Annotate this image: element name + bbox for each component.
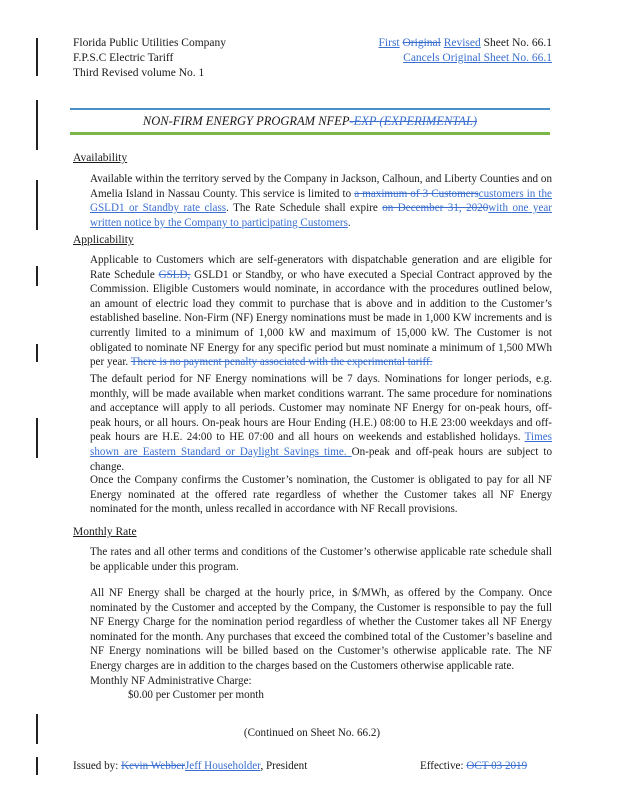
issued-by: [73, 759, 307, 774]
issued-title: , President: [260, 760, 308, 772]
change-bar: [36, 266, 38, 286]
availability-text-3: .: [347, 216, 351, 229]
sheet-inserted-first: First: [378, 37, 400, 49]
sheet-number: [379, 36, 552, 51]
title-rule-bottom: [70, 132, 550, 135]
issued-label: Issued by:: [73, 760, 122, 772]
availability-deleted-1: a maximum of 3 Customers: [354, 187, 479, 200]
continued-note: (Continued on Sheet No. 66.2): [243, 727, 381, 739]
monthly-rate-paragraph-1: The rates and all other terms and conditions of the Customer’s otherwise applicable rate schedule shall be applicable under this program.: [90, 546, 552, 573]
effective-date: [420, 759, 527, 774]
title-rule-top: [70, 108, 550, 110]
change-bar: [36, 38, 38, 76]
availability-heading: Availability: [73, 152, 128, 164]
effective-label: Effective:: [420, 760, 467, 772]
availability-deleted-2: on December 31, 2020: [382, 202, 489, 215]
availability-text-2: . The Rate Schedule shall expire: [226, 202, 383, 215]
change-bar: [36, 180, 38, 230]
applicability-deleted-1: GSLD,: [158, 268, 191, 281]
admin-charge-value: $0.00 per Customer per month: [128, 689, 264, 701]
applicability-paragraph-3: Once the Company confirms the Customer’s nomination, the Customer is obligated to pay for all NF Energy nominated at the offered rate regardless of whether the Customer takes all NF Energy nominated for the month, unless recalled in accordance with NF Recall provisions.: [90, 474, 552, 516]
title-main: NON-FIRM ENERGY PROGRAM NFEP: [142, 114, 350, 128]
applicability-paragraph-1: [90, 253, 552, 370]
issued-deleted-name: Kevin Webber: [121, 760, 185, 772]
tariff-volume: Third Revised volume No. 1: [73, 67, 205, 79]
change-bar: [36, 418, 38, 458]
page-title: [70, 114, 550, 129]
change-bar: [36, 757, 38, 775]
admin-charge-label: Monthly NF Administrative Charge:: [90, 675, 252, 687]
applicability-text-3: The default period for NF Energy nominations will be 7 days. Nominations for longer periods, e.g. monthly, will be made available when market conditions warrant. The same procedure for nominations and acceptance will apply to all periods. Customer may nominate NF Energy for on-peak hours, off-peak hours, or all hours. On-peak hours are Hour Ending (H.E.) 08:00 to H.E 23:00 weekdays and off-peak hours are H.E. 24:00 to HE 07:00 and all hours on weekends and established holidays.: [90, 373, 552, 444]
header-right: [379, 36, 552, 66]
sheet-deleted-original: Original: [402, 37, 441, 49]
title-deleted: -EXP (EXPERIMENTAL): [349, 114, 478, 128]
change-bar: [36, 344, 38, 362]
sheet-inserted-revised: Revised: [443, 37, 481, 49]
issued-inserted-name: Jeff Householder: [184, 760, 261, 772]
applicability-deleted-2: There is no payment penalty associated with the experimental tariff.: [130, 356, 433, 369]
applicability-text-4: On-peak and off-peak hours are subject to change.: [90, 445, 552, 473]
applicability-text-2: GSLD1 or Standby, or who have executed a Special Contract approved by the Commission. Eligible Customers would nominate, in accordance with the procedures outlined below, an amount of electric load they commit to purchase that is above and in addition to the Customer’s established baseline. Non-Firm (NF) Energy nominations must be made in 1,000 KW increments and is currently limited to a minimum of 1,000 kW and maximum of 15,000 kW. The Customer is not obligated to nominate NF Energy for any specific period but must nominate a minimum of 1,500 MWh per year.: [90, 268, 553, 369]
cancels-line: Cancels Original Sheet No. 66.1: [403, 52, 552, 64]
applicability-inserted-1: Times shown are Eastern Standard or Daylight Savings time.: [90, 431, 552, 458]
availability-inserted-1: customers in the GSLD1 or Standby rate class: [90, 187, 552, 215]
monthly-rate-heading: Monthly Rate: [73, 526, 137, 538]
availability-paragraph: [90, 172, 552, 230]
availability-inserted-2: with one year written notice by the Company to participating Customers: [90, 202, 552, 229]
applicability-heading: Applicability: [73, 234, 134, 246]
effective-deleted-date: OCT 03 2019: [466, 760, 528, 772]
availability-text-1: Available within the territory served by the Company in Jackson, Calhoun, and Liberty Counties and on Amelia Island in Nassau County. This service is limited to: [90, 173, 552, 200]
change-bar: [36, 100, 38, 150]
header-left: [73, 36, 226, 81]
sheet-number-text: Sheet No. 66.1: [480, 37, 552, 49]
company-name: Florida Public Utilities Company: [73, 37, 227, 49]
applicability-paragraph-2: [90, 372, 552, 474]
tariff-name: F.P.S.C Electric Tariff: [73, 52, 174, 64]
monthly-rate-paragraph-2: All NF Energy shall be charged at the hourly price, in $/MWh, as offered by the Company. Once nominated by the Customer and accepted by the Company, the Customer is responsible to pay the full NF Energy Charge for the nomination period regardless of whether the Customer takes all NF Energy nominated for the month. Any purchases that exceed the combined total of the Customer’s baseline and NF Energy nominations will be billed based on the Customer’s otherwise applicable rate. The NF Energy charges are in addition to the charges based on the Customers otherwise applicable rate.: [90, 587, 552, 672]
applicability-text-1: Applicable to Customers which are self-generators with dispatchable generation and are eligible for Rate Schedule: [90, 254, 552, 281]
